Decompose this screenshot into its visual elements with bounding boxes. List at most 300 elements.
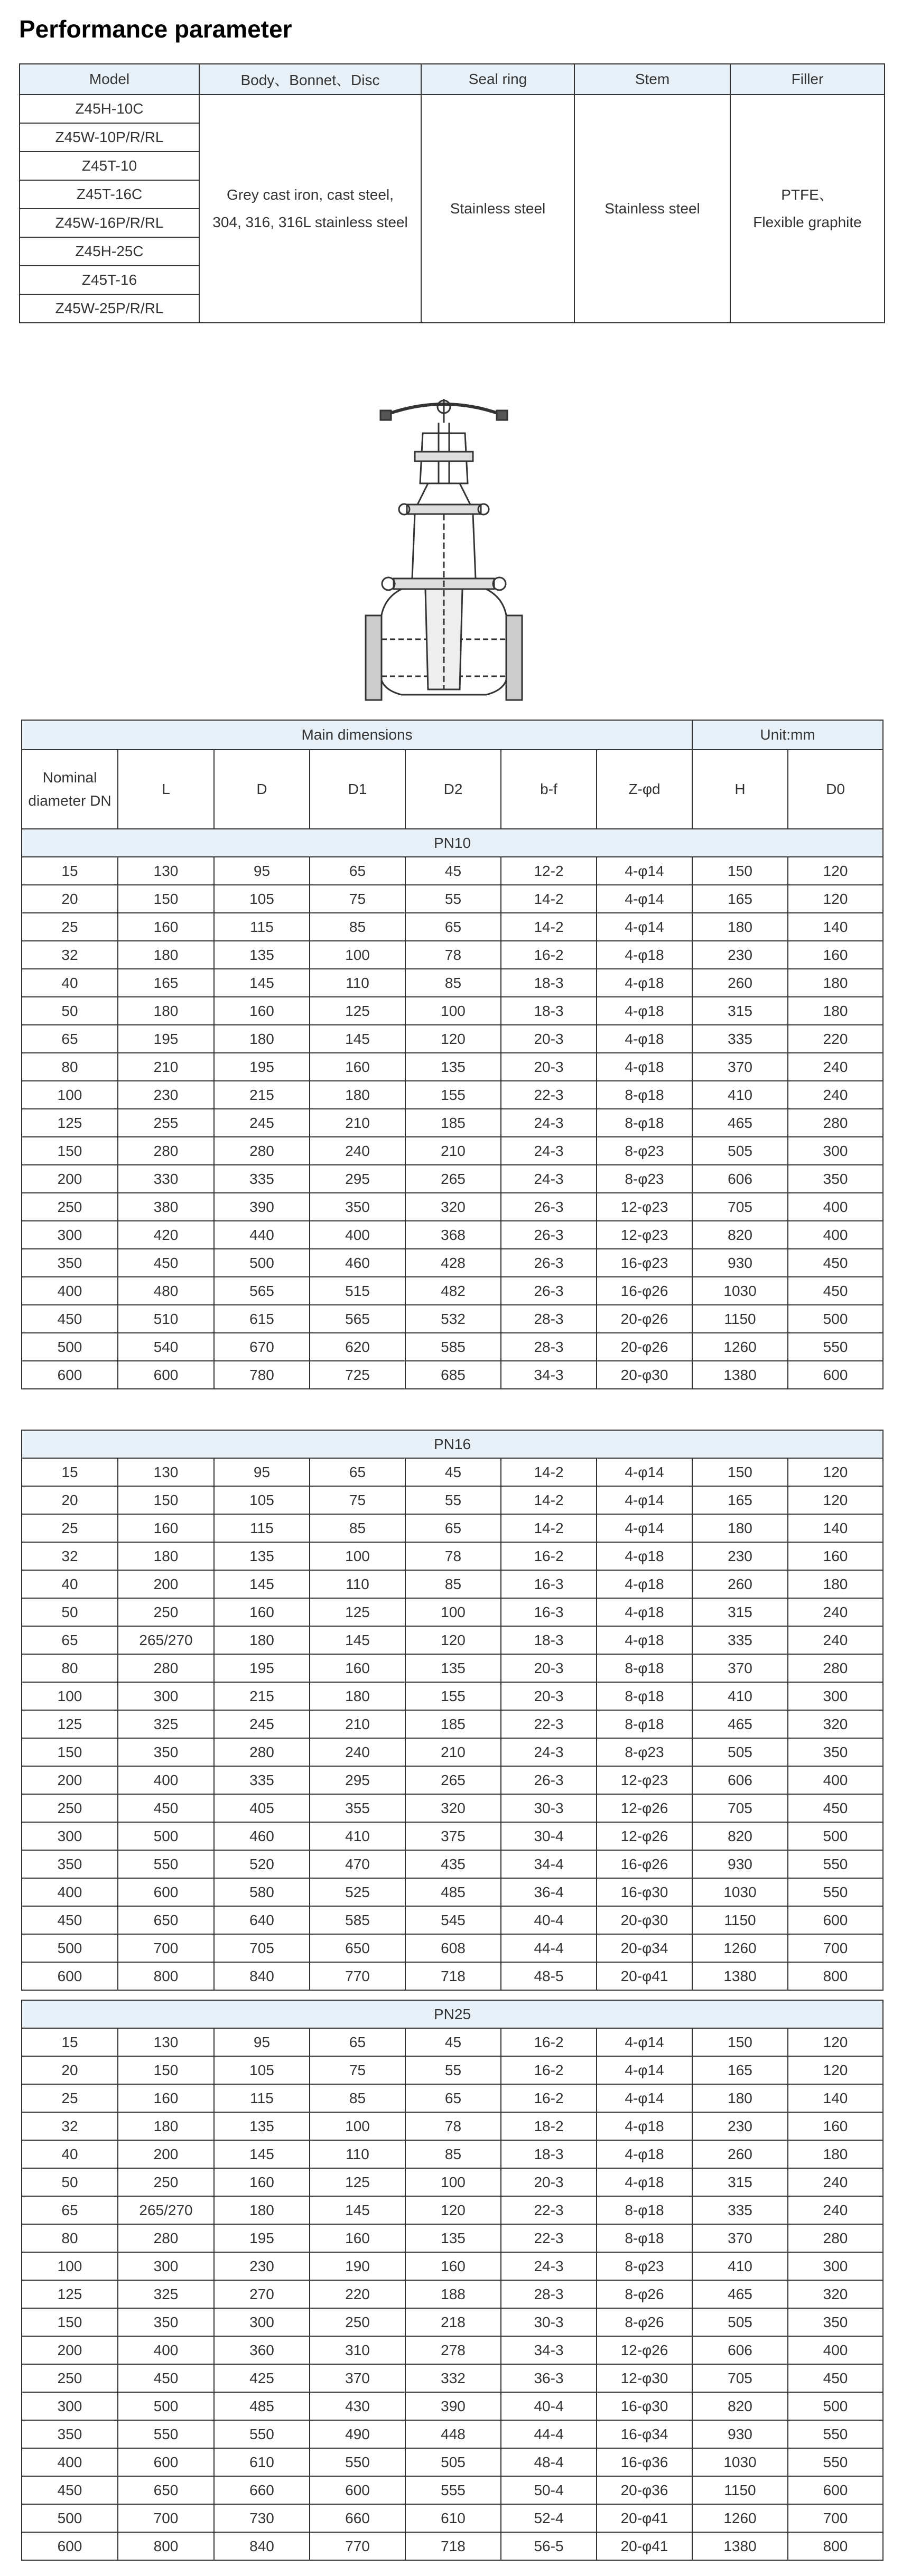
- table-row: [22, 1738, 883, 1766]
- table-cell: 360: [214, 2336, 310, 2364]
- table-cell: 350: [118, 1738, 214, 1766]
- table-cell: 8-φ18: [597, 1081, 692, 1109]
- table-cell: 8-φ18: [597, 1682, 692, 1710]
- table-cell: 130: [118, 857, 214, 885]
- table-row: [22, 1165, 883, 1193]
- table-cell: 335: [692, 1025, 788, 1053]
- table-cell: 465: [692, 1109, 788, 1137]
- dimensions-table-pn25: [21, 2000, 884, 2561]
- table-row: [22, 2448, 883, 2476]
- table-cell: 160: [310, 2224, 405, 2252]
- unit-header: Unit:mm: [692, 720, 883, 750]
- table-cell: 532: [405, 1305, 501, 1333]
- table-cell: 670: [214, 1333, 310, 1361]
- table-cell: 410: [692, 1682, 788, 1710]
- table-cell: 34-3: [501, 1361, 597, 1389]
- table-cell: 120: [788, 857, 883, 885]
- table-cell: 300: [788, 2252, 883, 2280]
- table-cell: 180: [118, 941, 214, 969]
- table-cell: 50: [22, 997, 118, 1025]
- table-cell: 100: [310, 2112, 405, 2140]
- table-cell: 325: [118, 2280, 214, 2308]
- table-row: [22, 1626, 883, 1654]
- table-cell: 800: [118, 2532, 214, 2560]
- table-cell: 420: [118, 1221, 214, 1249]
- table-cell: 12-φ23: [597, 1766, 692, 1794]
- table-cell: 550: [788, 1333, 883, 1361]
- table-cell: 115: [214, 2084, 310, 2112]
- page-title: Performance parameter: [19, 15, 292, 43]
- table-cell: 4-φ18: [597, 969, 692, 997]
- table-row: [22, 1710, 883, 1738]
- table-row: [22, 2168, 883, 2196]
- table-row: [22, 1361, 883, 1389]
- table-cell: 125: [22, 1109, 118, 1137]
- table-cell: 14-2: [501, 913, 597, 941]
- table-cell: 48-5: [501, 1962, 597, 1990]
- performance-table: [19, 63, 885, 323]
- table-row: [22, 1906, 883, 1934]
- table-cell: 105: [214, 885, 310, 913]
- table-cell: 930: [692, 2420, 788, 2448]
- table-cell: 410: [692, 1081, 788, 1109]
- table-cell: 725: [310, 1361, 405, 1389]
- table-cell: 606: [692, 1165, 788, 1193]
- performance-header-row: [20, 64, 885, 95]
- col-d0: D0: [788, 750, 883, 829]
- table-cell: 705: [692, 1794, 788, 1822]
- table-row: [22, 2252, 883, 2280]
- table-cell: 16-φ30: [597, 2392, 692, 2420]
- table-cell: 100: [22, 2252, 118, 2280]
- table-cell: 12-φ30: [597, 2364, 692, 2392]
- table-cell: 55: [405, 2056, 501, 2084]
- table-cell: 1150: [692, 2476, 788, 2504]
- table-cell: 280: [214, 1137, 310, 1165]
- gate-valve-drawing: [365, 378, 523, 705]
- table-cell: 195: [214, 2224, 310, 2252]
- table-cell: 130: [118, 2028, 214, 2056]
- pn10-body: [22, 829, 883, 1389]
- table-cell: 145: [214, 969, 310, 997]
- table-cell: 145: [310, 1025, 405, 1053]
- table-cell: 25: [22, 913, 118, 941]
- table-cell: 135: [214, 2112, 310, 2140]
- table-cell: 110: [310, 1570, 405, 1598]
- table-cell: 820: [692, 1822, 788, 1850]
- table-cell: 220: [788, 1025, 883, 1053]
- table-cell: 145: [214, 1570, 310, 1598]
- table-cell: 482: [405, 1277, 501, 1305]
- table-cell: 120: [788, 2056, 883, 2084]
- table-cell: 4-φ18: [597, 2168, 692, 2196]
- table-cell: 580: [214, 1878, 310, 1906]
- table-cell: 265: [405, 1766, 501, 1794]
- table-cell: 800: [788, 1962, 883, 1990]
- table-cell: 550: [214, 2420, 310, 2448]
- table-cell: 428: [405, 1249, 501, 1277]
- table-cell: 16-3: [501, 1570, 597, 1598]
- table-cell: 215: [214, 1081, 310, 1109]
- table-cell: 180: [788, 1570, 883, 1598]
- table-cell: 4-φ18: [597, 2140, 692, 2168]
- table-cell: 320: [405, 1794, 501, 1822]
- table-cell: 600: [22, 1361, 118, 1389]
- table-cell: 85: [405, 2140, 501, 2168]
- model-cell: Z45W-16P/R/RL: [20, 209, 199, 237]
- table-cell: 45: [405, 1458, 501, 1486]
- table-cell: 185: [405, 1109, 501, 1137]
- table-cell: 65: [405, 913, 501, 941]
- table-cell: 930: [692, 1850, 788, 1878]
- table-cell: 400: [22, 1878, 118, 1906]
- table-row: [22, 2140, 883, 2168]
- table-cell: 400: [788, 1221, 883, 1249]
- table-cell: 335: [214, 1165, 310, 1193]
- table-cell: 660: [310, 2504, 405, 2532]
- table-cell: 150: [22, 1738, 118, 1766]
- table-cell: 230: [214, 2252, 310, 2280]
- table-cell: 20: [22, 2056, 118, 2084]
- table-cell: 15: [22, 1458, 118, 1486]
- table-cell: 20: [22, 885, 118, 913]
- table-row: [22, 1305, 883, 1333]
- table-cell: 145: [310, 1626, 405, 1654]
- table-cell: 800: [118, 1962, 214, 1990]
- table-cell: 12-φ26: [597, 2336, 692, 2364]
- table-cell: 608: [405, 1934, 501, 1962]
- table-cell: 85: [310, 913, 405, 941]
- table-cell: 8-φ18: [597, 2224, 692, 2252]
- table-cell: 135: [214, 1542, 310, 1570]
- table-cell: 300: [118, 1682, 214, 1710]
- table-cell: 255: [118, 1109, 214, 1137]
- table-row: [22, 2084, 883, 2112]
- table-cell: 150: [118, 1486, 214, 1514]
- dimensions-title-row: [22, 720, 883, 750]
- table-cell: 400: [310, 1221, 405, 1249]
- dimensions-table-pn10: [21, 720, 884, 1389]
- table-cell: 250: [22, 2364, 118, 2392]
- table-cell: 4-φ18: [597, 1570, 692, 1598]
- table-cell: 4-φ14: [597, 1486, 692, 1514]
- table-cell: 8-φ18: [597, 1710, 692, 1738]
- table-cell: 40: [22, 2140, 118, 2168]
- table-cell: 1030: [692, 1878, 788, 1906]
- header-stem: Stem: [574, 64, 730, 95]
- pn16-body: [22, 1430, 883, 1990]
- table-cell: 180: [310, 1081, 405, 1109]
- table-row: [22, 997, 883, 1025]
- table-cell: 390: [405, 2392, 501, 2420]
- table-cell: 150: [118, 2056, 214, 2084]
- table-cell: 210: [405, 1738, 501, 1766]
- table-cell: 4-φ18: [597, 1053, 692, 1081]
- table-cell: 200: [22, 1766, 118, 1794]
- table-cell: 565: [310, 1305, 405, 1333]
- table-cell: 160: [118, 913, 214, 941]
- stem-cell: Stainless steel: [574, 95, 730, 323]
- table-row: [22, 2336, 883, 2364]
- table-cell: 615: [214, 1305, 310, 1333]
- table-cell: 505: [692, 1738, 788, 1766]
- table-cell: 135: [405, 2224, 501, 2252]
- column-header-row: [22, 750, 883, 829]
- table-cell: 30-3: [501, 1794, 597, 1822]
- table-cell: 380: [118, 1193, 214, 1221]
- table-cell: 75: [310, 1486, 405, 1514]
- table-cell: 16-2: [501, 941, 597, 969]
- filler-cell: [730, 95, 885, 323]
- table-cell: 24-3: [501, 1137, 597, 1165]
- table-cell: 400: [788, 1193, 883, 1221]
- table-cell: 350: [310, 1193, 405, 1221]
- table-row: [22, 1962, 883, 1990]
- table-cell: 20-φ41: [597, 2532, 692, 2560]
- table-cell: 350: [788, 2308, 883, 2336]
- table-cell: 240: [788, 1598, 883, 1626]
- table-cell: 188: [405, 2280, 501, 2308]
- table-cell: 700: [788, 2504, 883, 2532]
- table-cell: 245: [214, 1109, 310, 1137]
- table-cell: 355: [310, 1794, 405, 1822]
- table-row: [22, 1766, 883, 1794]
- table-cell: 12-φ26: [597, 1822, 692, 1850]
- table-cell: 20-3: [501, 2168, 597, 2196]
- table-cell: 8-φ18: [597, 1654, 692, 1682]
- table-cell: 100: [405, 2168, 501, 2196]
- table-cell: 585: [405, 1333, 501, 1361]
- table-cell: 260: [692, 969, 788, 997]
- table-cell: 100: [22, 1682, 118, 1710]
- table-cell: 685: [405, 1361, 501, 1389]
- table-cell: 325: [118, 1710, 214, 1738]
- header-body: Body、Bonnet、Disc: [199, 64, 421, 95]
- table-cell: 100: [405, 1598, 501, 1626]
- table-cell: 310: [310, 2336, 405, 2364]
- table-cell: 315: [692, 1598, 788, 1626]
- table-cell: 20-φ41: [597, 1962, 692, 1990]
- table-cell: 4-φ14: [597, 913, 692, 941]
- table-cell: 160: [405, 2252, 501, 2280]
- table-cell: 14-2: [501, 1458, 597, 1486]
- table-cell: 20-3: [501, 1053, 597, 1081]
- table-cell: 460: [214, 1822, 310, 1850]
- table-cell: 18-3: [501, 2140, 597, 2168]
- table-cell: 20-φ26: [597, 1333, 692, 1361]
- table-cell: 20-φ41: [597, 2504, 692, 2532]
- table-cell: 820: [692, 2392, 788, 2420]
- table-cell: 78: [405, 941, 501, 969]
- table-cell: 55: [405, 885, 501, 913]
- table-cell: 930: [692, 1249, 788, 1277]
- table-row: [22, 1570, 883, 1598]
- table-cell: 4-φ18: [597, 2112, 692, 2140]
- table-cell: 120: [788, 1458, 883, 1486]
- table-cell: 44-4: [501, 2420, 597, 2448]
- table-cell: 16-φ36: [597, 2448, 692, 2476]
- table-cell: 65: [22, 2196, 118, 2224]
- table-cell: 150: [692, 857, 788, 885]
- table-cell: 300: [22, 1822, 118, 1850]
- table-cell: 400: [788, 1766, 883, 1794]
- table-cell: 280: [118, 2224, 214, 2252]
- table-cell: 780: [214, 1361, 310, 1389]
- table-row: [22, 1025, 883, 1053]
- table-cell: 20-φ26: [597, 1305, 692, 1333]
- table-row: [22, 1486, 883, 1514]
- table-cell: 25: [22, 1514, 118, 1542]
- table-cell: 65: [310, 1458, 405, 1486]
- table-row: [22, 1794, 883, 1822]
- table-cell: 75: [310, 885, 405, 913]
- table-cell: 100: [310, 941, 405, 969]
- table-cell: 730: [214, 2504, 310, 2532]
- table-cell: 4-φ14: [597, 2056, 692, 2084]
- table-cell: 120: [405, 2196, 501, 2224]
- table-cell: 20-φ34: [597, 1934, 692, 1962]
- table-cell: 4-φ18: [597, 1598, 692, 1626]
- table-cell: 390: [214, 1193, 310, 1221]
- table-cell: 840: [214, 2532, 310, 2560]
- table-row: [22, 2056, 883, 2084]
- table-cell: 20-3: [501, 1682, 597, 1710]
- table-cell: 550: [310, 2448, 405, 2476]
- table-cell: 16-2: [501, 1542, 597, 1570]
- table-cell: 8-φ23: [597, 1137, 692, 1165]
- table-cell: 20: [22, 1486, 118, 1514]
- table-cell: 350: [22, 1850, 118, 1878]
- table-cell: 265/270: [118, 2196, 214, 2224]
- table-cell: 32: [22, 1542, 118, 1570]
- table-cell: 65: [22, 1025, 118, 1053]
- table-cell: 30-4: [501, 1822, 597, 1850]
- table-row: [22, 1878, 883, 1906]
- table-cell: 555: [405, 2476, 501, 2504]
- table-cell: 465: [692, 1710, 788, 1738]
- table-cell: 180: [118, 997, 214, 1025]
- table-cell: 145: [310, 2196, 405, 2224]
- table-cell: 30-3: [501, 2308, 597, 2336]
- table-cell: 425: [214, 2364, 310, 2392]
- table-cell: 705: [692, 1193, 788, 1221]
- model-cell: Z45W-25P/R/RL: [20, 294, 199, 323]
- table-cell: 350: [788, 1165, 883, 1193]
- table-cell: 180: [788, 2140, 883, 2168]
- table-cell: 16-φ26: [597, 1850, 692, 1878]
- table-cell: 300: [788, 1137, 883, 1165]
- table-cell: 24-3: [501, 1738, 597, 1766]
- table-cell: 12-φ26: [597, 1794, 692, 1822]
- table-cell: 300: [22, 1221, 118, 1249]
- table-cell: 4-φ14: [597, 2084, 692, 2112]
- table-cell: 140: [788, 913, 883, 941]
- table-cell: 80: [22, 1654, 118, 1682]
- table-row: [22, 969, 883, 997]
- table-cell: 12-φ23: [597, 1193, 692, 1221]
- table-cell: 65: [310, 2028, 405, 2056]
- table-cell: 240: [788, 1626, 883, 1654]
- table-cell: 350: [22, 1249, 118, 1277]
- table-cell: 4-φ18: [597, 941, 692, 969]
- table-cell: 375: [405, 1822, 501, 1850]
- table-cell: 1030: [692, 1277, 788, 1305]
- table-cell: 22-3: [501, 1710, 597, 1738]
- filler-line-2: Flexible graphite: [753, 214, 862, 230]
- table-cell: 450: [118, 2364, 214, 2392]
- table-cell: 400: [22, 2448, 118, 2476]
- table-cell: 265/270: [118, 1626, 214, 1654]
- table-cell: 180: [214, 2196, 310, 2224]
- table-cell: 120: [788, 1486, 883, 1514]
- table-row: [22, 1934, 883, 1962]
- table-cell: 4-φ14: [597, 1514, 692, 1542]
- table-cell: 160: [788, 1542, 883, 1570]
- table-cell: 65: [405, 2084, 501, 2112]
- table-cell: 16-3: [501, 1598, 597, 1626]
- table-cell: 250: [118, 1598, 214, 1626]
- table-cell: 330: [118, 1165, 214, 1193]
- table-cell: 4-φ18: [597, 997, 692, 1025]
- table-cell: 280: [788, 2224, 883, 2252]
- table-cell: 450: [788, 1277, 883, 1305]
- table-cell: 545: [405, 1906, 501, 1934]
- col-d: D: [214, 750, 310, 829]
- table-row: [22, 1109, 883, 1137]
- table-cell: 1380: [692, 1962, 788, 1990]
- table-cell: 45: [405, 857, 501, 885]
- table-cell: 12-2: [501, 857, 597, 885]
- table-cell: 26-3: [501, 1249, 597, 1277]
- pn25-body: [22, 2000, 883, 2560]
- table-cell: 12-φ23: [597, 1221, 692, 1249]
- section-label: PN25: [22, 2000, 883, 2028]
- table-row: [22, 1850, 883, 1878]
- table-cell: 55: [405, 1486, 501, 1514]
- table-cell: 20-φ36: [597, 2476, 692, 2504]
- table-cell: 500: [788, 1822, 883, 1850]
- body-material-cell: Grey cast iron, cast steel, 304, 316, 316L stainless steel: [199, 95, 421, 323]
- table-row: [22, 1249, 883, 1277]
- table-cell: 110: [310, 2140, 405, 2168]
- table-cell: 160: [788, 941, 883, 969]
- col-nominal-diameter: Nominal diameter DN: [22, 750, 118, 829]
- table-cell: 300: [22, 2392, 118, 2420]
- table-cell: 260: [692, 2140, 788, 2168]
- table-cell: 160: [214, 1598, 310, 1626]
- table-cell: 180: [118, 1542, 214, 1570]
- table-cell: 1380: [692, 2532, 788, 2560]
- table-cell: 8-φ18: [597, 1109, 692, 1137]
- table-row: [22, 1514, 883, 1542]
- table-cell: 218: [405, 2308, 501, 2336]
- table-cell: 250: [22, 1794, 118, 1822]
- table-cell: 430: [310, 2392, 405, 2420]
- table-cell: 25: [22, 2084, 118, 2112]
- table-row: [22, 1053, 883, 1081]
- table-cell: 335: [692, 1626, 788, 1654]
- table-cell: 280: [788, 1109, 883, 1137]
- table-cell: 270: [214, 2280, 310, 2308]
- table-row: [22, 1458, 883, 1486]
- table-cell: 260: [692, 1570, 788, 1598]
- table-cell: 820: [692, 1221, 788, 1249]
- table-cell: 26-3: [501, 1221, 597, 1249]
- table-cell: 600: [788, 2476, 883, 2504]
- table-cell: 95: [214, 1458, 310, 1486]
- table-cell: 470: [310, 1850, 405, 1878]
- section-header-row: [22, 2000, 883, 2028]
